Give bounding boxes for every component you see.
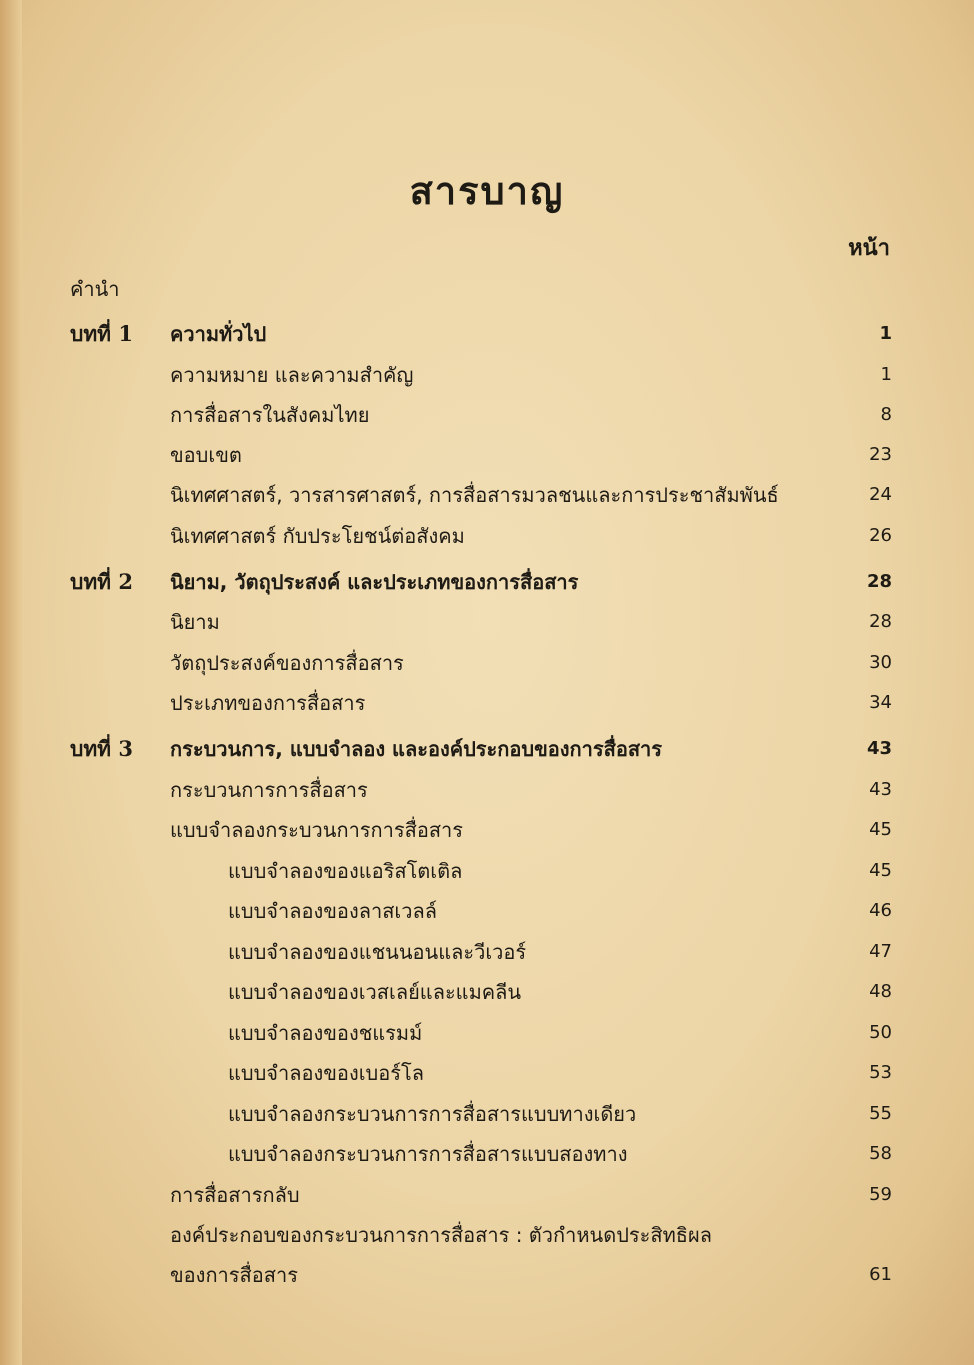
subsection-title: แบบจำลองกระบวนการการสื่อสารแบบทางเดียว (228, 1102, 637, 1126)
section-title: นิยาม (170, 610, 220, 634)
section-page-number: 43 (869, 779, 892, 800)
subsection-page-number: 53 (869, 1062, 892, 1083)
chapter-label: บทที่ 3 (70, 736, 133, 761)
subsection-title: แบบจำลองของชแรมม์ (228, 1021, 423, 1045)
section-title: การสื่อสารกลับ (170, 1183, 300, 1207)
section-title: องค์ประกอบของกระบวนการการสื่อสาร : ตัวกำหนดประสิทธิผล (170, 1223, 712, 1247)
subsection-page-number: 55 (869, 1103, 892, 1124)
subsection-page-number: 58 (869, 1143, 892, 1164)
toc-chapter-row (0, 732, 974, 766)
subsection-page-number: 46 (869, 900, 892, 921)
preface-label: คำนำ (70, 277, 120, 301)
section-title: วัตถุประสงค์ของการสื่อสาร (170, 651, 404, 675)
subsection-title: แบบจำลองของลาสเวลล์ (228, 899, 437, 923)
chapter-page-number: 43 (866, 738, 892, 759)
section-title: แบบจำลองกระบวนการการสื่อสาร (170, 818, 464, 842)
chapter-title: กระบวนการ, แบบจำลอง และองค์ประกอบของการสื่อสาร (170, 737, 663, 761)
toc-subsection-row (0, 1016, 974, 1050)
section-page-number: 34 (869, 692, 892, 713)
toc-section-row (0, 398, 974, 432)
toc-subsection-row (0, 854, 974, 888)
section-title: กระบวนการการสื่อสาร (170, 778, 368, 802)
page-column-header: หน้า (848, 235, 890, 261)
toc-subsection-row (0, 1056, 974, 1090)
section-title: ขอบเขต (170, 443, 242, 467)
section-page-number: 26 (869, 525, 892, 546)
section-title: นิเทศศาสตร์, วารสารศาสตร์, การสื่อสารมวลชนและการประชาสัมพันธ์ (170, 483, 779, 507)
subsection-title: แบบจำลองของเวสเลย์และแมคลีน (228, 980, 522, 1004)
toc-subsection-row (0, 894, 974, 928)
chapter-label: บทที่ 2 (70, 569, 133, 594)
section-title: ความหมาย และความสำคัญ (170, 363, 414, 387)
chapter-page-number: 1 (879, 323, 892, 344)
subsection-title: แบบจำลองของเบอร์โล (228, 1061, 424, 1085)
toc-preface-row (0, 272, 974, 306)
chapter-title: นิยาม, วัตถุประสงค์ และประเภทของการสื่อสาร (170, 570, 579, 594)
section-page-number: 61 (869, 1264, 892, 1285)
subsection-page-number: 50 (869, 1022, 892, 1043)
chapter-page-number: 28 (866, 571, 892, 592)
toc-section-row (0, 478, 974, 512)
section-page-number: 30 (869, 652, 892, 673)
toc-subsection-row (0, 935, 974, 969)
chapter-title: ความทั่วไป (170, 322, 267, 346)
toc-section-row (0, 358, 974, 392)
section-page-number: 8 (880, 404, 892, 425)
section-page-number: 1 (880, 364, 892, 385)
section-title-continued: ของการสื่อสาร (170, 1263, 298, 1287)
toc-subsection-row (0, 1097, 974, 1131)
subsection-title: แบบจำลองกระบวนการการสื่อสารแบบสองทาง (228, 1142, 628, 1166)
section-page-number: 59 (869, 1184, 892, 1205)
toc-subsection-row (0, 1137, 974, 1171)
toc-subsection-row (0, 975, 974, 1009)
toc-section-row (0, 1178, 974, 1212)
page-title: สารบาญ (409, 168, 565, 213)
toc-section-row (0, 438, 974, 472)
toc-section-row (0, 519, 974, 553)
toc-chapter-row (0, 565, 974, 599)
section-title: ประเภทของการสื่อสาร (170, 691, 366, 715)
toc-section-row-continued (0, 1258, 974, 1292)
subsection-page-number: 45 (869, 860, 892, 881)
chapter-label: บทที่ 1 (70, 321, 133, 346)
section-page-number: 45 (869, 819, 892, 840)
toc-section-row (0, 686, 974, 720)
section-page-number: 23 (869, 444, 892, 465)
subsection-page-number: 48 (869, 981, 892, 1002)
toc-section-row (0, 1218, 974, 1252)
section-page-number: 24 (869, 484, 892, 505)
subsection-page-number: 47 (869, 941, 892, 962)
toc-section-row (0, 773, 974, 807)
subsection-title: แบบจำลองของแชนนอนและวีเวอร์ (228, 940, 527, 964)
section-title: การสื่อสารในสังคมไทย (170, 403, 370, 427)
toc-section-row (0, 813, 974, 847)
section-title: นิเทศศาสตร์ กับประโยชน์ต่อสังคม (170, 524, 465, 548)
subsection-title: แบบจำลองของแอริสโตเติล (228, 859, 463, 883)
toc-section-row (0, 605, 974, 639)
section-page-number: 28 (869, 611, 892, 632)
toc-section-row (0, 646, 974, 680)
toc-chapter-row (0, 317, 974, 351)
